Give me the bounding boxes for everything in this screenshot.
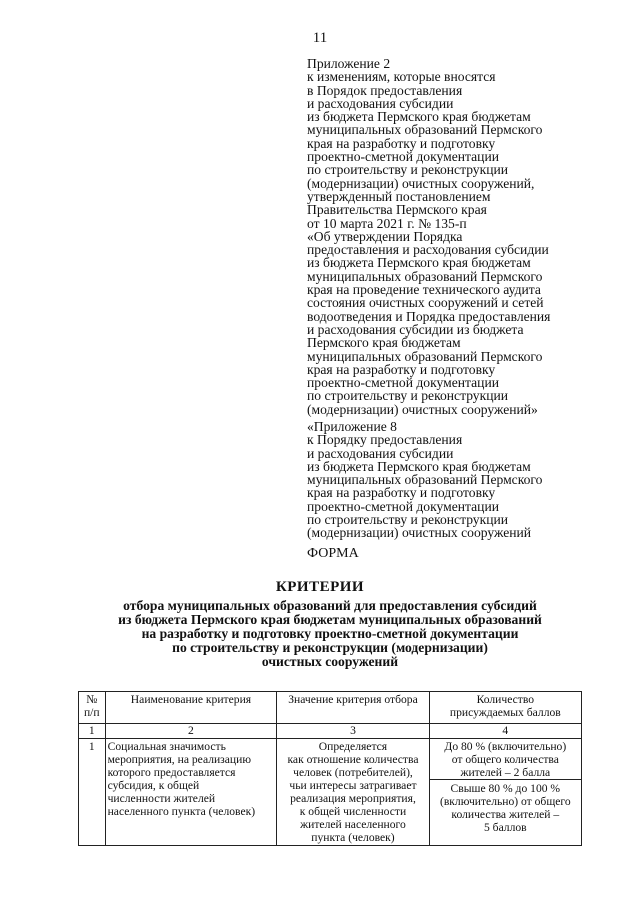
criterion-score — [429, 739, 581, 846]
score-b-line: Свыше 80 % до 100 % — [450, 782, 561, 795]
subtitle-line: на разработку и подготовку проектно-сметной документации — [141, 626, 519, 641]
appendix-line: в Порядок предоставления — [307, 82, 463, 98]
criterion-value-line: человек (потребителей), — [293, 766, 413, 779]
subtitle-line: очистных сооружений — [261, 654, 399, 669]
score-b-line: (включительно) от общего — [439, 795, 571, 808]
subtitle-line: из бюджета Пермского края бюджетам муниципальных образований — [118, 612, 542, 627]
column-index: 2 — [105, 724, 277, 739]
page-number: 11 — [312, 30, 328, 46]
appendix8-line: края на разработку и подготовку — [307, 485, 496, 501]
appendix-line: «Об утверждении Порядка — [307, 228, 463, 244]
appendix-line: края на разработку и подготовку — [307, 361, 496, 377]
column-index: 3 — [277, 724, 429, 739]
criterion-value-line: пункта (человек) — [311, 831, 395, 844]
criterion-name — [105, 739, 277, 846]
appendix-line: по строительству и реконструкции — [307, 388, 509, 404]
appendix8-line: и расходования субсидии — [307, 445, 454, 461]
criterion-value-line: к общей численности — [299, 805, 407, 818]
appendix-line: по строительству и реконструкции — [307, 162, 509, 178]
appendix-line: (модернизации) очистных сооружений, — [307, 175, 535, 191]
appendix8-line: из бюджета Пермского края бюджетам — [307, 458, 531, 474]
subtitle-line: отбора муниципальных образований для предоставления субсидий — [123, 598, 537, 613]
appendix8-header — [307, 420, 607, 540]
appendix-line: края на разработку и подготовку — [307, 135, 496, 151]
appendix8-line: «Приложение 8 — [307, 419, 397, 434]
appendix-line: и расходования субсидии из бюджета — [307, 321, 524, 337]
appendix-line: утвержденный постановлением — [307, 188, 491, 204]
appendix8-line: муниципальных образований Пермского — [307, 472, 543, 488]
appendix-line: из бюджета Пермского края бюджетам — [307, 109, 531, 125]
table-row — [79, 739, 582, 846]
subtitle-line: по строительству и реконструкции (модернизации) — [172, 640, 488, 655]
criterion-name-line: мероприятия, на реализацию — [107, 753, 251, 766]
appendix-header — [307, 57, 607, 416]
appendix-line: из бюджета Пермского края бюджетам — [307, 255, 531, 271]
appendix8-line: по строительству и реконструкции — [307, 512, 509, 528]
header-score — [429, 692, 581, 724]
appendix-line: Пермского края бюджетам — [307, 335, 461, 351]
criterion-name-line: Социальная значимость — [107, 740, 226, 753]
column-index-row — [79, 724, 582, 739]
document-subtitle — [70, 599, 590, 669]
criterion-value-line: реализация мероприятия, — [290, 792, 416, 805]
score-option-b — [430, 779, 581, 834]
header-value: Значение критерия отбора — [277, 692, 429, 724]
score-option-a — [430, 740, 581, 779]
appendix-line: проектно-сметной документации — [307, 149, 500, 165]
header-score-line2: присуждаемых баллов — [449, 706, 561, 719]
score-b-line: количества жителей – — [451, 808, 560, 821]
header-num — [79, 692, 106, 724]
score-b-line: 5 баллов — [483, 821, 527, 834]
appendix-line: (модернизации) очистных сооружений» — [307, 401, 538, 417]
criterion-value-line: как отношение количества — [287, 753, 419, 766]
appendix-line: состояния очистных сооружений и сетей — [307, 295, 544, 311]
appendix-line: предоставления и расходования субсидии — [307, 242, 549, 258]
criterion-name-line: которого предоставляется — [107, 766, 236, 779]
criterion-name-line: численности жителей — [107, 792, 216, 805]
appendix-line: муниципальных образований Пермского — [307, 122, 543, 138]
criterion-value — [277, 739, 429, 846]
column-index: 4 — [429, 724, 581, 739]
appendix8-line: к Порядку предоставления — [307, 432, 463, 448]
appendix-line: края на проведение технического аудита — [307, 282, 541, 298]
header-num-line2: п/п — [83, 706, 100, 719]
appendix-line: от 10 марта 2021 г. № 135-п — [307, 215, 467, 231]
appendix8-line: проектно-сметной документации — [307, 498, 500, 514]
criterion-value-line: Определяется — [318, 740, 388, 753]
form-label: ФОРМА — [307, 546, 359, 561]
appendix-line: муниципальных образований Пермского — [307, 348, 543, 364]
criterion-value-line: чьи интересы затрагивает — [289, 779, 417, 792]
criterion-name-line: населенного пункта (человек) — [107, 805, 256, 818]
document-title: КРИТЕРИИ — [275, 579, 365, 595]
appendix-line: и расходования субсидии — [307, 95, 454, 111]
row-num: 1 — [79, 739, 106, 846]
score-options — [430, 740, 581, 834]
appendix-line: водоотведения и Порядка предоставления — [307, 308, 551, 324]
score-a-line: жителей – 2 балла — [460, 766, 551, 779]
criteria-table — [78, 691, 582, 846]
appendix-line: Правительства Пермского края — [307, 202, 487, 218]
score-a-line: До 80 % (включительно) — [444, 740, 567, 753]
header-score-line1: Количество — [476, 693, 535, 706]
header-num-line1: № — [86, 693, 98, 706]
criterion-name-line: субсидия, к общей — [107, 779, 200, 792]
appendix-line: Приложение 2 — [307, 56, 391, 71]
appendix-line: проектно-сметной документации — [307, 375, 500, 391]
table-header-row — [79, 692, 582, 724]
column-index: 1 — [79, 724, 106, 739]
criterion-value-line: жителей населенного — [300, 818, 406, 831]
appendix-line: муниципальных образований Пермского — [307, 268, 543, 284]
score-a-line: от общего количества — [451, 753, 559, 766]
appendix8-line: (модернизации) очистных сооружений — [307, 525, 532, 541]
appendix-line: к изменениям, которые вносятся — [307, 69, 496, 85]
header-name: Наименование критерия — [105, 692, 277, 724]
